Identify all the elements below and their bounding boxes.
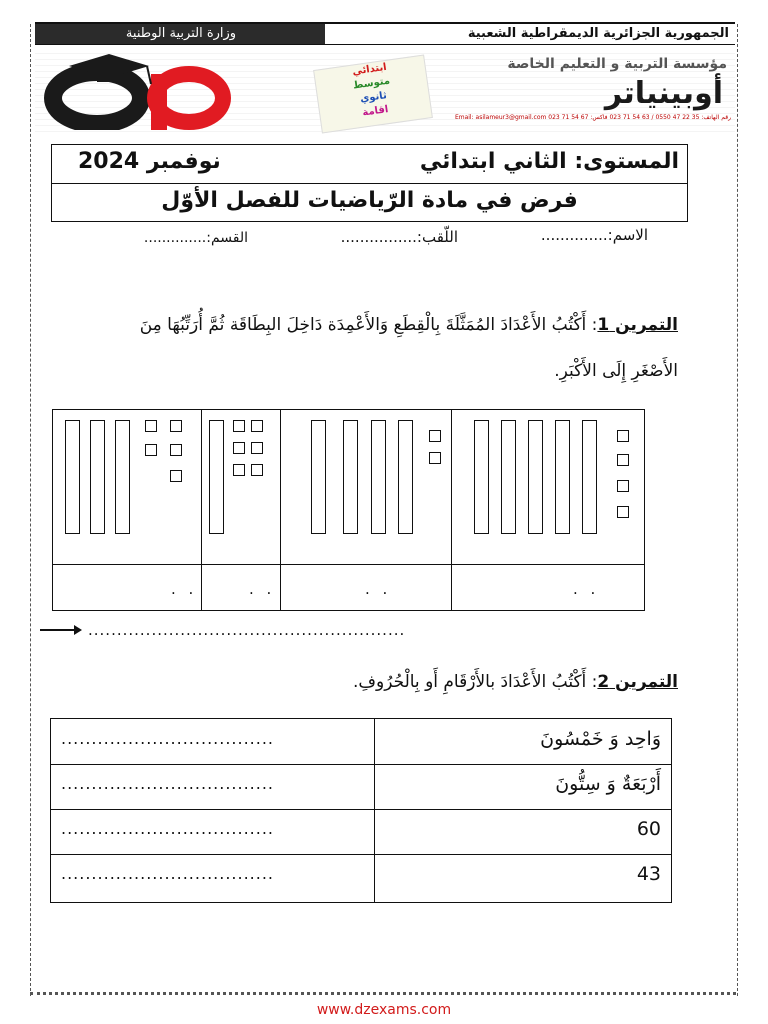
republic-name: الجمهورية الجزائرية الديمقراطية الشعبية: [467, 26, 729, 41]
unit-cube: [429, 452, 441, 464]
level-secondary: ثانوي: [359, 90, 388, 105]
exercise-1-label: التمرين 1: [597, 315, 678, 335]
table-answer-blank[interactable]: ...................................: [61, 774, 275, 793]
exam-subject: فرض في مادة الرّياضيات للفصل الأوّل: [161, 188, 578, 213]
unit-cube: [233, 464, 245, 476]
number-conversion-table: [50, 718, 672, 903]
table-given-value: أَرْبَعَةٌ وَ سِتُّونَ: [555, 773, 661, 795]
level-boarding: اقامة: [361, 104, 390, 119]
unit-cube: [617, 506, 629, 518]
level-middle: متوسط: [352, 75, 391, 92]
ten-rod: [343, 420, 358, 534]
ten-rod: [501, 420, 516, 534]
page-border-bottom: [30, 992, 736, 995]
student-fields: [88, 226, 648, 250]
ten-rod: [115, 420, 130, 534]
card-divider: [201, 410, 202, 610]
ten-rod: [555, 420, 570, 534]
ministry-band: [35, 24, 325, 44]
brand-name: أوبينياتر: [604, 76, 723, 111]
table-given-value: وَاحِد وَ خَمْسُونَ: [540, 728, 661, 750]
unit-cube: [170, 420, 182, 432]
title-row-level: [52, 145, 687, 183]
table-given-value: 43: [636, 863, 661, 885]
unit-cube: [251, 420, 263, 432]
ten-rod: [528, 420, 543, 534]
exam-title-box: [51, 144, 688, 222]
answer-blank[interactable]: . .: [171, 580, 198, 598]
ordering-blank[interactable]: .......................................................: [88, 620, 406, 639]
exercise-2-label: التمرين 2: [597, 672, 678, 692]
unit-cube: [233, 442, 245, 454]
exercise-2-text: : أَكْتُبُ الأَعْدَادَ بالأَرْقَامِ أَو بِالْحُرُوفِ.: [352, 672, 598, 692]
table-answer-blank[interactable]: ...................................: [61, 819, 275, 838]
section-field[interactable]: القسم:..............: [143, 230, 248, 246]
ministry-name: وزارة التربية الوطنية: [125, 26, 237, 41]
school-header: [35, 48, 735, 132]
levels-badge: [313, 55, 433, 134]
level-primary: ابتدائي: [351, 61, 388, 78]
footer-site-link[interactable]: www.dzexams.com: [316, 1002, 452, 1018]
card-divider: [280, 410, 281, 610]
ten-rod: [474, 420, 489, 534]
title-row-subject: [52, 183, 687, 222]
table-given-value: 60: [636, 818, 661, 840]
contact-info: رقم الهاتف: 35 22 47 0550 / 63 54 71 023 فاكس: 67 54 71 023 Email: asilameur3@gmail.com: [454, 114, 731, 121]
surname-field[interactable]: اللّقب:................: [340, 228, 458, 246]
unit-cube: [251, 464, 263, 476]
unit-cube: [251, 442, 263, 454]
exercise-1-text: : أَكْتُبُ الأَعْدَادَ المُمَثَّلَةَ بِالْقِطَعِ وَالأَعْمِدَة دَاخِلَ البِطَاقَة ثُمَّ أُرَتِّبُهَا مِنَ الأَصْغَرِ إِلَى الأَكْبَرِ.: [139, 315, 678, 381]
unit-cube: [170, 444, 182, 456]
answer-blank[interactable]: . .: [573, 580, 600, 598]
unit-cube: [145, 444, 157, 456]
grade-level: المستوى: الثاني ابتدائي: [419, 149, 679, 174]
top-banner: [35, 22, 735, 45]
exam-date: نوفمبر 2024: [78, 149, 221, 174]
base-ten-blocks-card: [52, 409, 645, 611]
answer-blank[interactable]: . .: [249, 580, 276, 598]
unit-cube: [617, 430, 629, 442]
ten-rod: [311, 420, 326, 534]
ten-rod: [371, 420, 386, 534]
ten-rod: [582, 420, 597, 534]
organization-name: مؤسسة التربية و التعليم الخاصة: [507, 56, 727, 72]
unit-cube: [617, 454, 629, 466]
table-row: [51, 764, 671, 810]
name-field[interactable]: الاسم:..............: [540, 226, 648, 244]
exercise-1-instructions: [88, 302, 678, 394]
ten-rod: [209, 420, 224, 534]
unit-cube: [170, 470, 182, 482]
arrow-right-icon: [40, 629, 80, 631]
table-answer-blank[interactable]: ...................................: [61, 729, 275, 748]
table-row: [51, 809, 671, 855]
ordering-answer-line[interactable]: [40, 620, 405, 639]
ten-rod: [90, 420, 105, 534]
unit-cube: [429, 430, 441, 442]
table-row: [51, 719, 671, 765]
unit-cube: [233, 420, 245, 432]
table-row: [51, 854, 671, 900]
answer-blank[interactable]: . .: [365, 580, 392, 598]
unit-cube: [617, 480, 629, 492]
exercise-2-instructions: [88, 672, 678, 692]
unit-cube: [145, 420, 157, 432]
ten-rod: [65, 420, 80, 534]
card-answer-separator: [53, 564, 644, 565]
table-answer-blank[interactable]: ...................................: [61, 864, 275, 883]
card-divider: [451, 410, 452, 610]
ten-rod: [398, 420, 413, 534]
school-logo: [39, 48, 249, 130]
